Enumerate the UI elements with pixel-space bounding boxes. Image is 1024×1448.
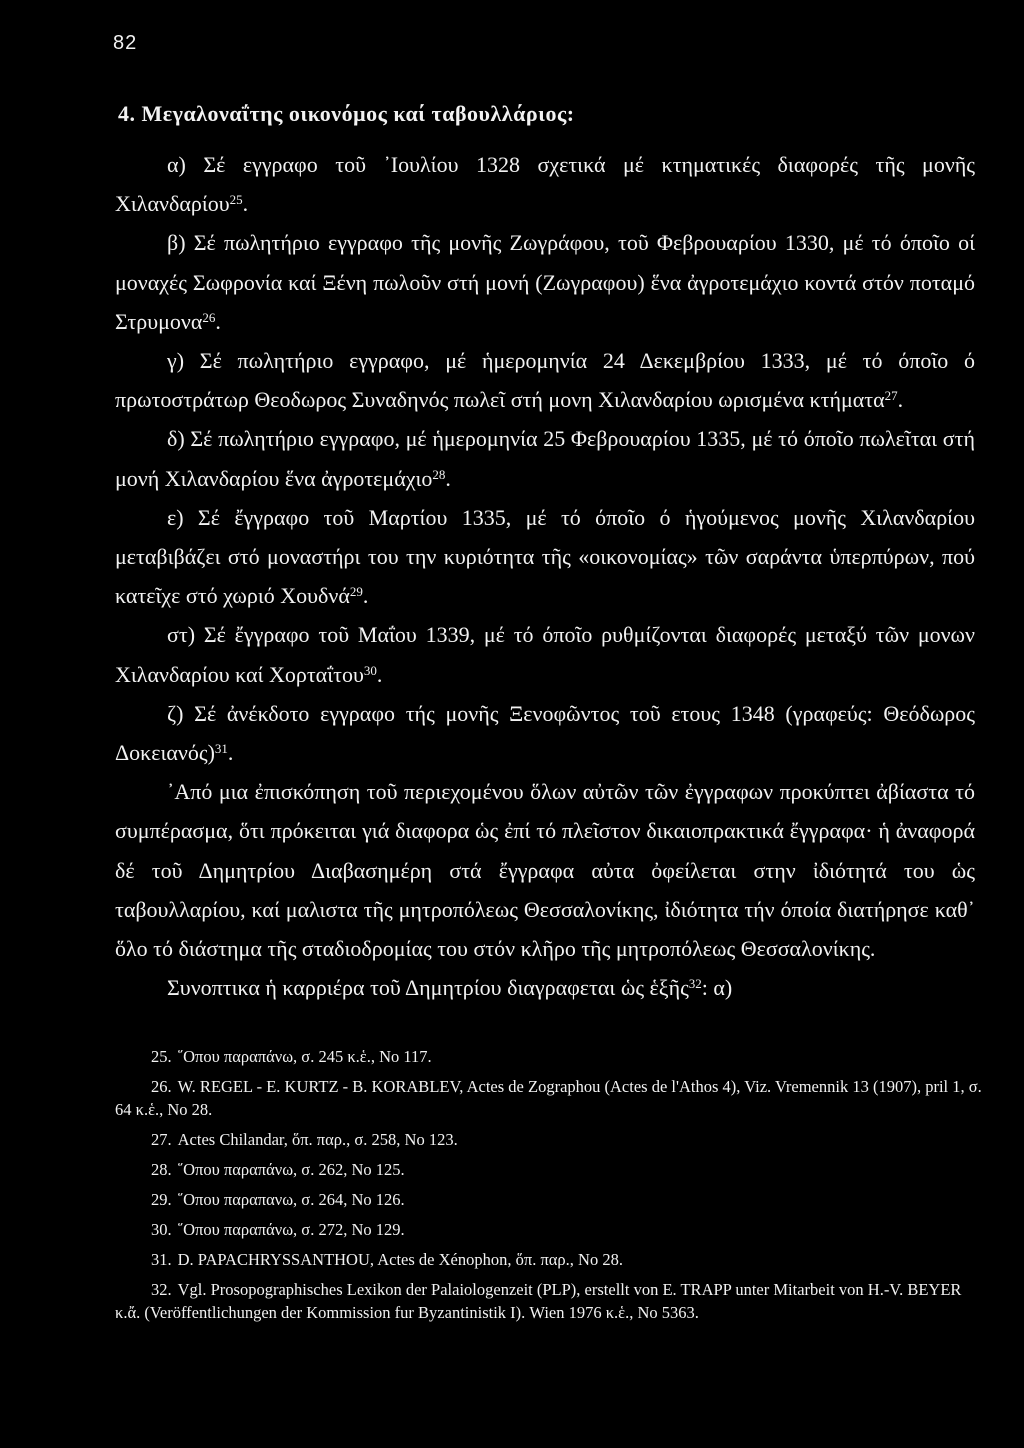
footnote-number: 32. <box>151 1280 172 1299</box>
footnote-number: 26. <box>151 1077 172 1096</box>
footnote-text: W. REGEL - E. KURTZ - B. KORABLEV, Actes de Zographou (Actes de l'Athos 4), Viz. Vremennik 13 (1907), pril 1, σ. 64 κ.ἑ., No 28. <box>115 1077 982 1119</box>
footnote-ref: 26 <box>202 309 216 325</box>
footnote-number: 30. <box>151 1220 172 1239</box>
footnote-ref: 29 <box>349 584 363 600</box>
paragraph-text: ζ) Σέ ἀνέκδοτο εγγραφο τής μονῆς Ξενοφῶντος τοῦ ετους 1348 (γραφεύς: Θεόδωρος Δοκειανός) <box>115 700 975 766</box>
paragraph <box>115 694 975 772</box>
paragraph-text: Συνοπτικα ἡ καρριέρα τοῦ Δημητρίου διαγραφεται ὡς ἑξῆς <box>167 975 689 1001</box>
footnote-number: 25. <box>151 1047 172 1066</box>
footnote-ref: 32 <box>688 976 702 992</box>
body-text <box>115 145 975 1007</box>
paragraph-tail: . <box>897 387 904 413</box>
footnote-text: Vgl. Prosopographisches Lexikon der Palaiologenzeit (PLP), erstellt von E. TRAPP unter Mitarbeit von H.-V. BEYER κ.ἄ. (Veröffentlichungen der Kommission fur Byzantinistik I). Wien 1976 κ.ἑ., No 5363. <box>115 1280 962 1322</box>
paragraph-tail: . <box>445 465 451 491</box>
paragraph <box>115 145 975 223</box>
paragraph <box>115 772 975 968</box>
footnote-number: 27. <box>151 1130 172 1149</box>
paragraph-text: δ) Σέ πωλητήριο εγγραφο, μέ ἡμερομηνία 25 Φεβρουαρίου 1335, μέ τό όποῖο πωλεῖται στή μονή Χιλανδαρίου ἕνα ἀγροτεμάχιο <box>115 426 975 491</box>
paragraph <box>115 341 975 419</box>
footnote <box>115 1075 985 1121</box>
paragraph-text: ᾿Από μια ἐπισκόπηση τοῦ περιεχομένου ὅλων αὐτῶν τῶν ἐγγραφων προκύπτει ἀβίαστα τό συμπέρασμα, ὅτι πρόκειται γιά διαφορα ὡς ἐπί τό πλεῖστον δικαιοπρακτικά ἔγγραφα· ἡ ἀναφορά δέ τοῦ Δημητρίου Διαβασημέρη στά ἔγγραφα αὐτα ὀφείλεται στην ἰδιότητά του ὡς ταβουλλαρίου, καί μαλιστα τῆς μητροπόλεως Θεσσαλονίκης, ἰδιότητα τήν όποία διατήρησε καθ᾿ ὅλο τό διάστημα τῆς σταδιοδρομίας του στόν κλῆρο τῆς μητροπόλεως Θεσσαλονίκης. <box>115 779 975 962</box>
footnote-ref: 31 <box>214 741 228 757</box>
footnote-text: Actes Chilandar, ὅπ. παρ., σ. 258, No 123. <box>177 1130 458 1149</box>
paragraph-tail: : α) <box>701 975 733 1001</box>
paragraph-text: στ) Σέ ἔγγραφο τοῦ Μαΐου 1339, μέ τό όποῖο ρυθμίζονται διαφορές μεταξύ τῶν μονων Χιλανδαρίου καί Χορταΐτου <box>115 622 975 687</box>
footnote-number: 29. <box>151 1190 172 1209</box>
footnote-ref: 27 <box>884 388 898 404</box>
page-number: 82 <box>113 32 138 54</box>
footnotes <box>115 1045 985 1331</box>
footnote-number: 28. <box>151 1160 172 1179</box>
footnote <box>115 1158 985 1181</box>
paragraph-tail: . <box>362 583 369 609</box>
paragraph-text: ε) Σέ ἔγγραφο τοῦ Μαρτίου 1335, μέ τό όποῖο ό ἡγούμενος μονῆς Χιλανδαρίου μεταβιβάζει στό μοναστήρι του την κυριότητα τῆς «οικονομίας» τῶν σαράντα ὑπερπύρων, πού κατεῖχε στό χωριό Χουδνά <box>115 504 975 609</box>
footnote <box>115 1218 985 1241</box>
footnote-text: ῞Οπου παραπάνω, σ. 272, No 129. <box>177 1220 405 1239</box>
footnote-ref: 30 <box>363 662 377 678</box>
paragraph <box>115 223 975 341</box>
footnote <box>115 1278 985 1324</box>
paragraph-text: γ) Σέ πωλητήριο εγγραφο, μέ ἡμερομηνία 24 Δεκεμβρίου 1333, μέ τό όποῖο ό πρωτοστράτωρ Θεοδωρος Συναδηνός πωλεῖ στή μονη Χιλανδαρίου ωρισμένα κτήματα <box>115 348 975 413</box>
footnote-text: D. PAPACHRYSSANTHOU, Actes de Xénophon, ὅπ. παρ., No 28. <box>177 1250 623 1269</box>
footnote-text: ῞Οπου παραπάνω, σ. 245 κ.ἑ., No 117. <box>177 1047 432 1066</box>
footnote-ref: 25 <box>229 192 243 208</box>
footnote-number: 31. <box>151 1250 172 1269</box>
paragraph-tail: . <box>242 191 249 217</box>
footnote <box>115 1248 985 1271</box>
paragraph-tail: . <box>227 740 234 766</box>
footnote <box>115 1188 985 1211</box>
paragraph <box>115 419 975 497</box>
paragraph-text: α) Σέ εγγραφο τοῦ ᾿Ιουλίου 1328 σχετικά μέ κτηματικές διαφορές τῆς μονῆς Χιλανδαρίου <box>115 152 975 217</box>
paragraph <box>115 968 975 1007</box>
footnote-text: ῞Οπου παραπάνω, σ. 262, No 125. <box>177 1160 405 1179</box>
paragraph-text: β) Σέ πωλητήριο εγγραφο τῆς μονῆς Ζωγράφου, τοῦ Φεβρουαρίου 1330, μέ τό όποῖο οί μοναχές Σωφρονία καί Ξένη πωλοῦν στή μονή (Ζωγραφου) ἕνα ἀγροτεμάχιο κοντά στόν ποταμό Στρυμονα <box>115 230 975 334</box>
paragraph <box>115 498 975 616</box>
footnote <box>115 1128 985 1151</box>
footnote-text: ῞Οπου παραπανω, σ. 264, No 126. <box>177 1190 405 1209</box>
paragraph-tail: . <box>215 308 221 334</box>
section-heading: 4. Μεγαλοναΐτης οικονόμος καί ταβουλλάριος: <box>118 101 575 126</box>
paragraph-tail: . <box>376 661 383 687</box>
paragraph <box>115 615 975 693</box>
footnote-ref: 28 <box>432 466 446 482</box>
footnote <box>115 1045 985 1068</box>
